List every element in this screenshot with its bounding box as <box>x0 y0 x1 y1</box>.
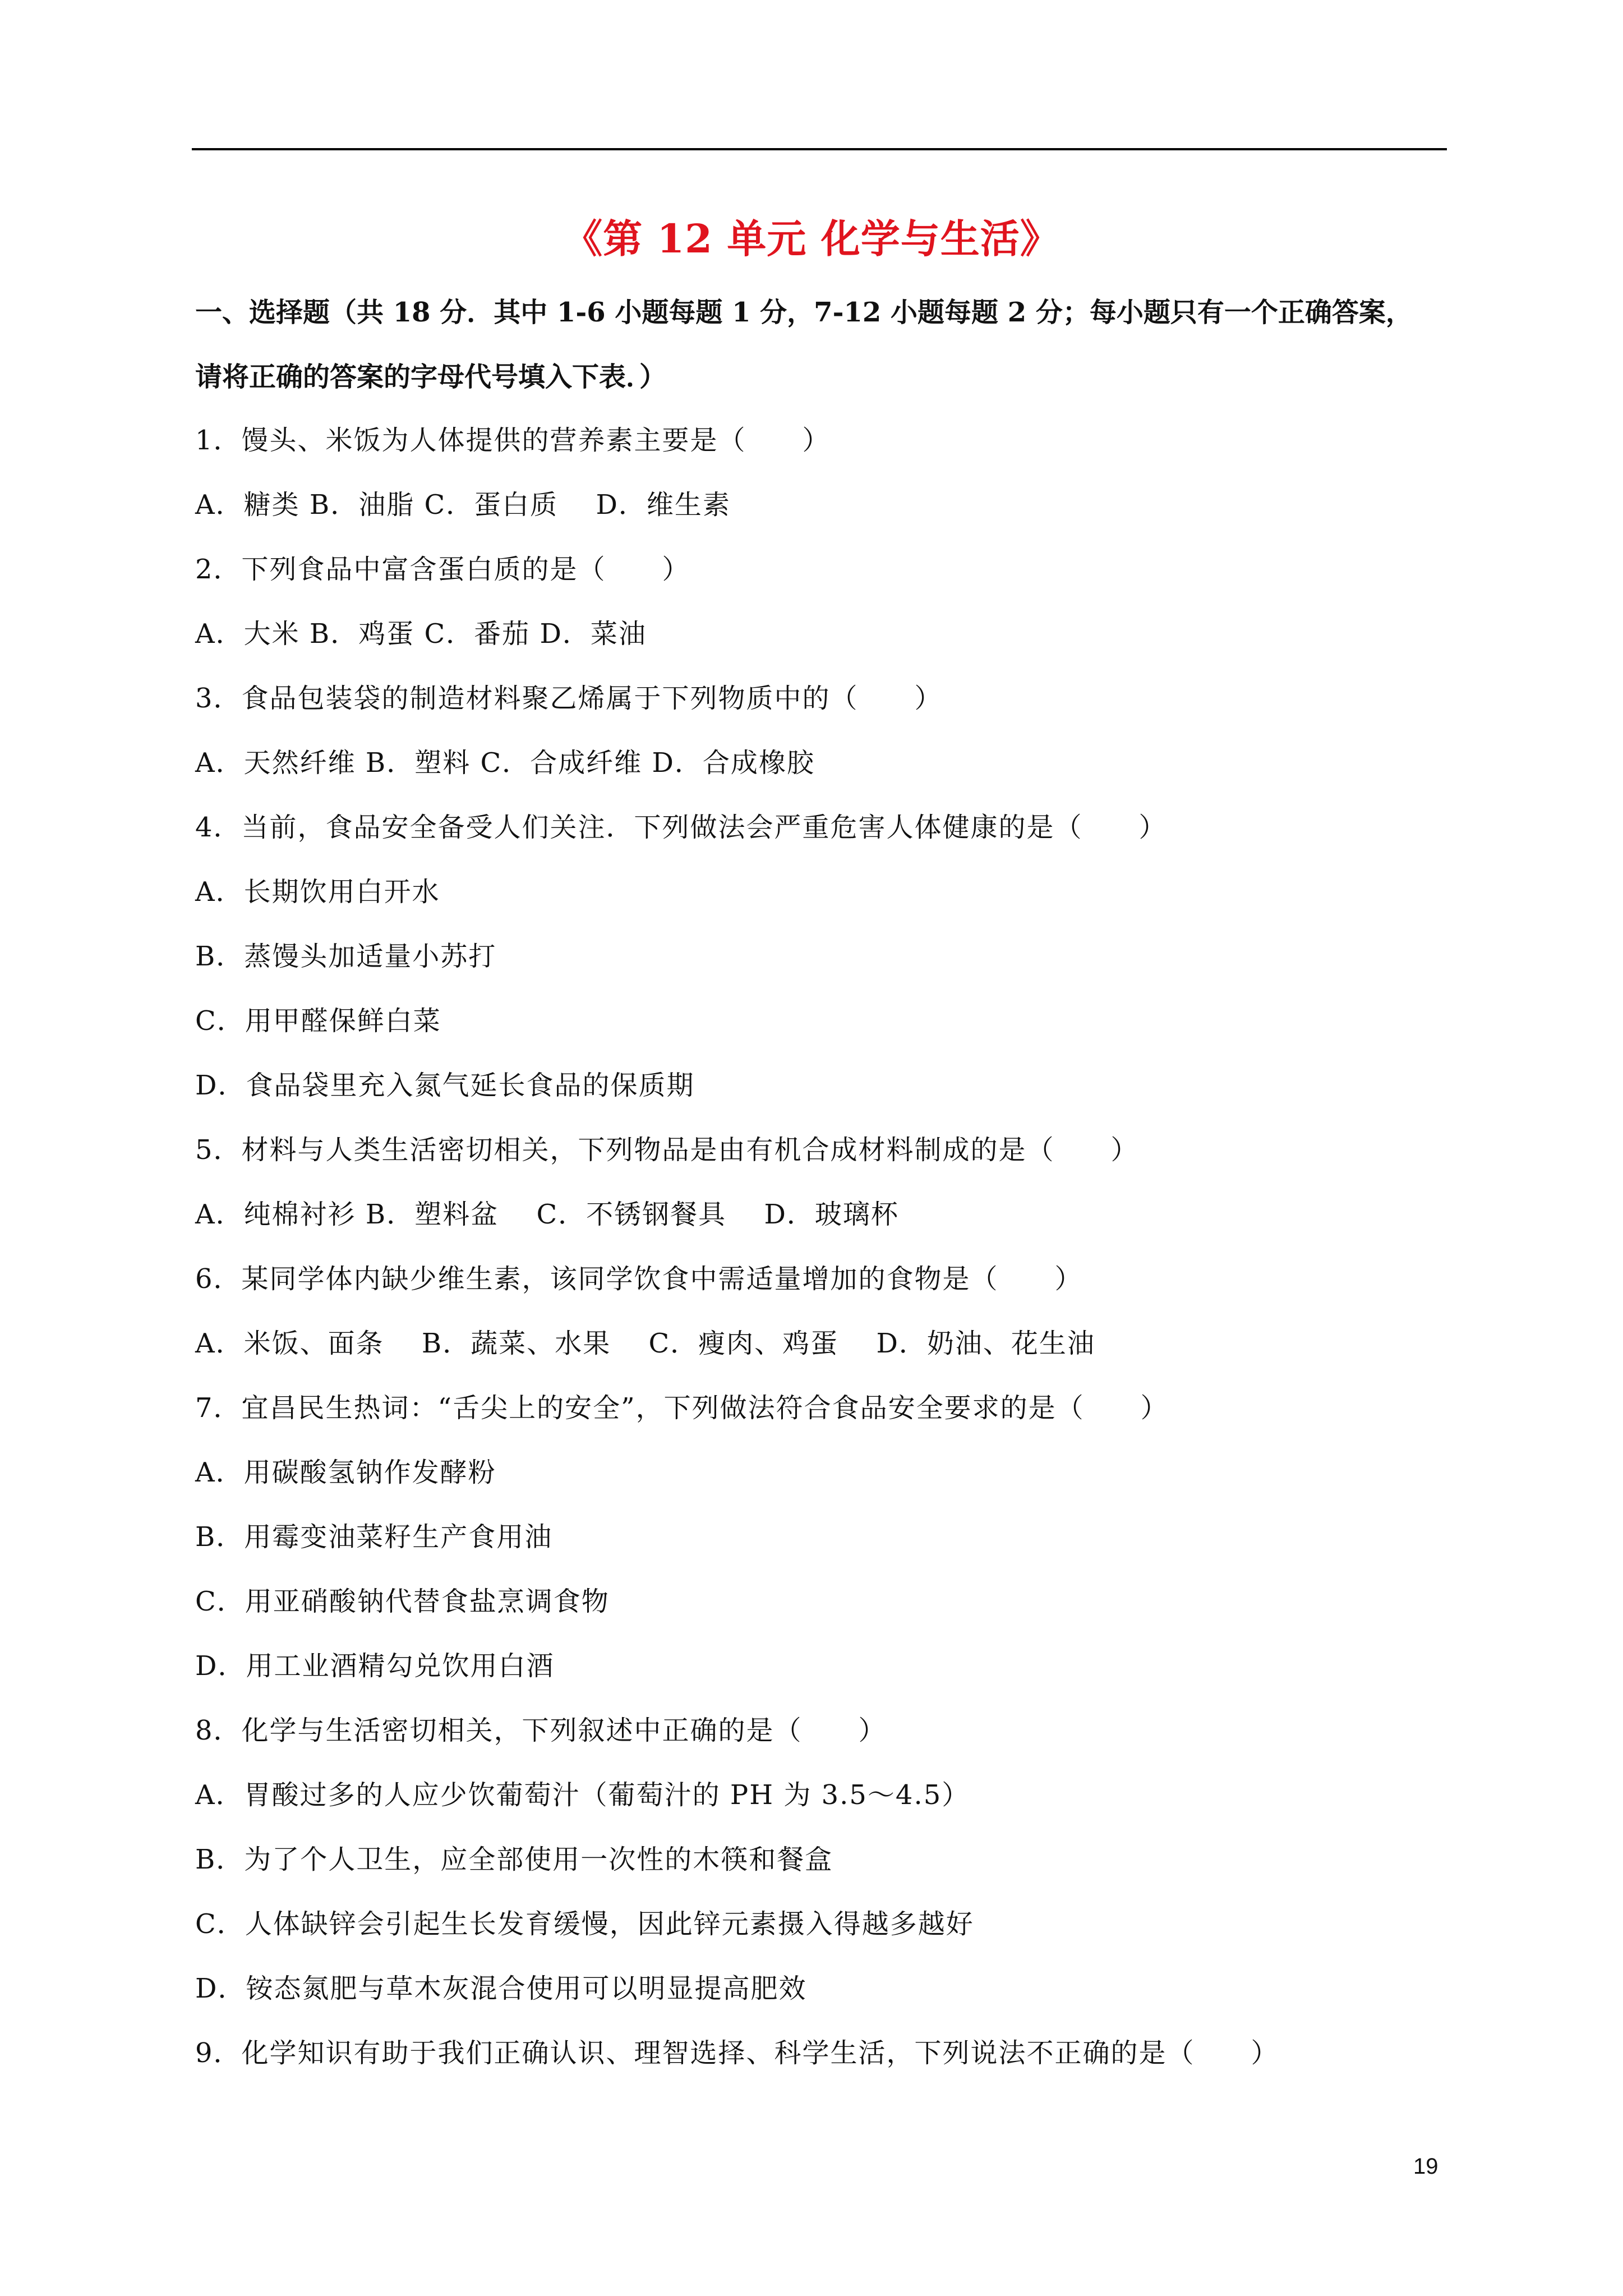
question-5: 5．材料与人类生活密切相关，下列物品是由有机合成材料制成的是（ ） <box>195 1134 1139 1166</box>
option-7a: A．用碳酸氢钠作发酵粉 <box>195 1457 496 1488</box>
question-7: 7．宜昌民生热词：“舌尖上的安全”，下列做法符合食品安全要求的是（ ） <box>195 1392 1169 1424</box>
question-4: 4．当前，食品安全备受人们关注．下列做法会严重危害人体健康的是（ ） <box>195 812 1167 843</box>
options-1: A．糖类 B．油脂 C．蛋白质 D．维生素 <box>195 489 731 521</box>
option-7b: B．用霉变油菜籽生产食用油 <box>195 1521 553 1553</box>
option-4d: D．食品袋里充入氮气延长食品的保质期 <box>195 1070 695 1101</box>
options-2: A．大米 B．鸡蛋 C．番茄 D．菜油 <box>195 618 647 650</box>
question-2: 2．下列食品中富含蛋白质的是（ ） <box>195 554 690 585</box>
option-7d: D．用工业酒精勾兑饮用白酒 <box>195 1650 555 1682</box>
question-3: 3．食品包装袋的制造材料聚乙烯属于下列物质中的（ ） <box>195 683 943 714</box>
header-rule <box>192 148 1447 150</box>
question-9: 9．化学知识有助于我们正确认识、理智选择、科学生活，下列说法不正确的是（ ） <box>195 2037 1279 2069</box>
option-8c: C．人体缺锌会引起生长发育缓慢，因此锌元素摄入得越多越好 <box>195 1908 974 1940</box>
options-6: A．米饭、面条 B．蔬菜、水果 C．瘦肉、鸡蛋 D．奶油、花生油 <box>195 1328 1095 1359</box>
question-1: 1．馒头、米饭为人体提供的营养素主要是（ ） <box>195 425 831 456</box>
option-8d: D．铵态氮肥与草木灰混合使用可以明显提高肥效 <box>195 1973 807 2004</box>
page-number: 19 <box>1413 2154 1438 2179</box>
options-5: A．纯棉衬衫 B．塑料盆 C．不锈钢餐具 D．玻璃杯 <box>195 1199 899 1230</box>
option-8b: B．为了个人卫生，应全部使用一次性的木筷和餐盒 <box>195 1844 833 1875</box>
option-4a: A．长期饮用白开水 <box>195 876 440 908</box>
document-title: 《第 12 单元 化学与生活》 <box>563 215 1060 262</box>
section-heading-line-2: 请将正确的答案的字母代号填入下表．） <box>195 361 667 393</box>
question-8: 8．化学与生活密切相关，下列叙述中正确的是（ ） <box>195 1715 887 1746</box>
option-4c: C．用甲醛保鲜白菜 <box>195 1005 441 1037</box>
option-8a: A．胃酸过多的人应少饮葡萄汁（葡萄汁的 PH 为 3.5～4.5） <box>195 1779 970 1811</box>
option-7c: C．用亚硝酸钠代替食盐烹调食物 <box>195 1586 610 1617</box>
options-3: A．天然纤维 B．塑料 C．合成纤维 D．合成橡胶 <box>195 747 815 779</box>
question-6: 6．某同学体内缺少维生素，该同学饮食中需适量增加的食物是（ ） <box>195 1263 1083 1295</box>
section-heading-line-1: 一、选择题（共 18 分．其中 1-6 小题每题 1 分，7-12 小题每题 2 分；每小题只有一个正确答案， <box>195 297 1413 328</box>
option-4b: B．蒸馒头加适量小苏打 <box>195 941 497 972</box>
